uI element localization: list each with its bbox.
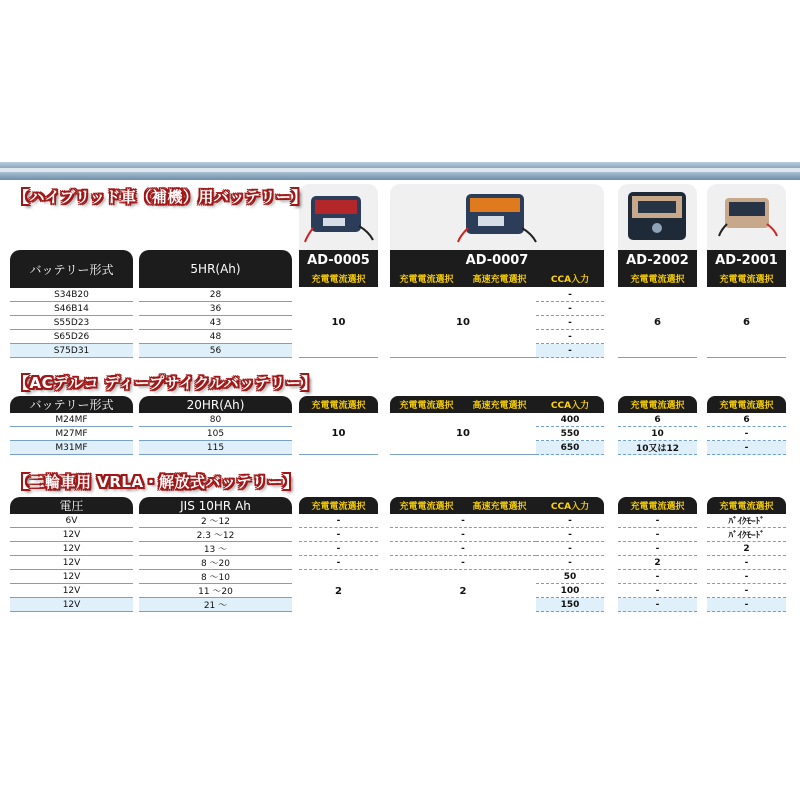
- hybrid-ad0007-cca: -: [536, 330, 604, 344]
- acdelco-ad2002: 6: [618, 413, 697, 427]
- acdelco-cca: 550: [536, 427, 604, 441]
- moto-cell-a5: -: [299, 556, 378, 570]
- moto-cell-cca: -: [536, 514, 604, 528]
- moto-ad0005-subhead: 充電電流選択: [299, 497, 378, 514]
- moto-cell-a2002: -: [618, 528, 697, 542]
- hybrid-ad0005-subhead: 充電電流選択: [299, 270, 378, 287]
- hybrid-row-type: S46B14: [10, 302, 133, 316]
- moto-cell-a5: -: [299, 528, 378, 542]
- moto-cell-cca: -: [536, 542, 604, 556]
- moto-cell-a2002: -: [618, 584, 697, 598]
- moto-cell-ah: 8 ～10: [139, 570, 292, 584]
- acdelco-ad2001-subhead: 充電電流選択: [707, 396, 786, 413]
- hybrid-ad2002-subhead: 充電電流選択: [618, 270, 697, 287]
- moto-cell-a2001: ﾊﾞｲｸﾓｰﾄﾞ: [707, 514, 786, 528]
- hybrid-ad0005-value: 10: [299, 288, 378, 358]
- acdelco-row-cap: 105: [139, 427, 292, 441]
- moto-col2-header: JIS 10HR Ah: [139, 497, 292, 514]
- moto-cell-a2001: -: [707, 570, 786, 584]
- product-header-ad-2002: AD-2002: [618, 250, 697, 270]
- hybrid-col1-header: バッテリー形式: [10, 250, 133, 288]
- section-title-moto: 【二輪車用 VRLA・解放式バッテリー】: [14, 473, 299, 491]
- acdelco-ad0007-subhead-charge: 充電電流選択: [399, 401, 454, 411]
- moto-ad0007-subhead-cca: CCA入力: [550, 502, 590, 512]
- hybrid-ad0007-subhead-fast: 高速充電選択: [463, 270, 536, 287]
- hybrid-col2-header: 5HR(Ah): [139, 250, 292, 288]
- moto-cell-a2001: -: [707, 598, 786, 612]
- hybrid-row-type: S55D23: [10, 316, 133, 330]
- hybrid-ad2001-subhead: 充電電流選択: [707, 270, 786, 287]
- moto-cell-a7: -: [390, 514, 536, 528]
- hybrid-ad2001-value: 6: [707, 288, 786, 358]
- acdelco-ad2001: 6: [707, 413, 786, 427]
- acdelco-ad2001: -: [707, 427, 786, 441]
- moto-cell-a2002: -: [618, 542, 697, 556]
- hybrid-row-cap: 56: [139, 344, 292, 358]
- moto-cell-v: 12V: [10, 570, 133, 584]
- moto-cell-a2001: ﾊﾞｲｸﾓｰﾄﾞ: [707, 528, 786, 542]
- moto-cell-cca: -: [536, 528, 604, 542]
- moto-cell-a2001: -: [707, 584, 786, 598]
- moto-cell-v: 12V: [10, 528, 133, 542]
- acdelco-cca: 650: [536, 441, 604, 455]
- header-band-dark: [0, 172, 800, 180]
- charger-ad-0007-image: [390, 184, 604, 250]
- acdelco-row-cap: 80: [139, 413, 292, 427]
- moto-cell-cca: 150: [536, 598, 604, 612]
- moto-cell-ah: 2 ～12: [139, 514, 292, 528]
- hybrid-row-cap: 36: [139, 302, 292, 316]
- moto-cell-ah: 11 ～20: [139, 584, 292, 598]
- hybrid-ad0007-subhead-charge: 充電電流選択: [390, 270, 463, 287]
- product-photo-ad-2002: [618, 184, 697, 250]
- acdelco-col1-header: バッテリー形式: [10, 396, 133, 413]
- hybrid-row-type: S75D31: [10, 344, 133, 358]
- moto-cell-a5: -: [299, 514, 378, 528]
- moto-ad0007-subhead-charge: 充電電流選択: [399, 502, 454, 512]
- moto-ad0007-subhead-fast: 高速充電選択: [472, 502, 527, 512]
- moto-cell-v: 6V: [10, 514, 133, 528]
- moto-cell-cca: 50: [536, 570, 604, 584]
- product-header-ad-0007: AD-0007: [390, 250, 604, 270]
- moto-cell-cca: 100: [536, 584, 604, 598]
- acdelco-row-cap: 115: [139, 441, 292, 455]
- acdelco-col2-header: 20HR(Ah): [139, 396, 292, 413]
- moto-cell-v: 12V: [10, 584, 133, 598]
- acdelco-row-type: M27MF: [10, 427, 133, 441]
- product-photo-ad-2001: [707, 184, 786, 250]
- moto-cell-ah: 2.3 ～12: [139, 528, 292, 542]
- hybrid-ad0007-cca: -: [536, 316, 604, 330]
- moto-cell-a2002: 2: [618, 556, 697, 570]
- moto-cell-ah: 21 ～: [139, 598, 292, 612]
- moto-cell-a2002: -: [618, 598, 697, 612]
- section-title-hybrid: 【ハイブリッド車（補機）用バッテリー】: [14, 188, 307, 206]
- moto-cell-v: 12V: [10, 598, 133, 612]
- acdelco-ad2002-subhead: 充電電流選択: [618, 396, 697, 413]
- acdelco-ad0007-subhead-cca: CCA入力: [550, 401, 590, 411]
- section-title-acdelco: 【ACデルコ ディープサイクルバッテリー】: [14, 374, 317, 392]
- moto-col1-header: 電圧: [10, 497, 133, 514]
- hybrid-row-cap: 48: [139, 330, 292, 344]
- acdelco-cca: 400: [536, 413, 604, 427]
- hybrid-ad0007-cca: -: [536, 302, 604, 316]
- moto-cell-ah: 8 ～20: [139, 556, 292, 570]
- product-header-ad-2001: AD-2001: [707, 250, 786, 270]
- acdelco-ad0005-value: 10: [299, 413, 378, 455]
- product-header-ad-0005: AD-0005: [299, 250, 378, 270]
- product-photo-ad-0005: [299, 184, 378, 250]
- moto-ad0005-merged-value: 2: [335, 585, 342, 597]
- hybrid-ad0007-cca: -: [536, 288, 604, 302]
- product-photo-ad-0007: [390, 184, 604, 250]
- charger-ad-0005-image: [299, 184, 378, 250]
- moto-cell-a2001: -: [707, 556, 786, 570]
- moto-cell-a2002: -: [618, 514, 697, 528]
- hybrid-row-type: S34B20: [10, 288, 133, 302]
- moto-cell-a7: -: [390, 556, 536, 570]
- moto-ad0007-merged-value: 2: [459, 585, 467, 597]
- moto-cell-a2001: 2: [707, 542, 786, 556]
- acdelco-ad0007-value: 10: [390, 413, 536, 455]
- moto-cell-a5: -: [299, 542, 378, 556]
- hybrid-ad0007-cca: -: [536, 344, 604, 358]
- charger-ad-2001-image: [707, 184, 786, 250]
- hybrid-row-type: S65D26: [10, 330, 133, 344]
- moto-cell-ah: 13 ～: [139, 542, 292, 556]
- hybrid-row-cap: 28: [139, 288, 292, 302]
- acdelco-ad2001: -: [707, 441, 786, 455]
- hybrid-row-cap: 43: [139, 316, 292, 330]
- acdelco-ad0007-subhead-fast: 高速充電選択: [472, 401, 527, 411]
- moto-ad2001-subhead: 充電電流選択: [707, 497, 786, 514]
- moto-cell-v: 12V: [10, 556, 133, 570]
- acdelco-ad2002: 10: [618, 427, 697, 441]
- hybrid-ad0007-subhead-cca: CCA入力: [536, 270, 604, 287]
- moto-cell-a7: -: [390, 542, 536, 556]
- moto-cell-cca: -: [536, 556, 604, 570]
- moto-cell-a7: -: [390, 528, 536, 542]
- charger-ad-2002-image: [618, 184, 697, 250]
- acdelco-ad2002: 10又は12: [618, 441, 697, 455]
- hybrid-ad2002-value: 6: [618, 288, 697, 358]
- hybrid-ad0007-value: 10: [390, 288, 536, 358]
- moto-ad2002-subhead: 充電電流選択: [618, 497, 697, 514]
- moto-cell-v: 12V: [10, 542, 133, 556]
- acdelco-ad0005-subhead: 充電電流選択: [299, 396, 378, 413]
- acdelco-row-type: M24MF: [10, 413, 133, 427]
- moto-cell-a2002: -: [618, 570, 697, 584]
- acdelco-row-type: M31MF: [10, 441, 133, 455]
